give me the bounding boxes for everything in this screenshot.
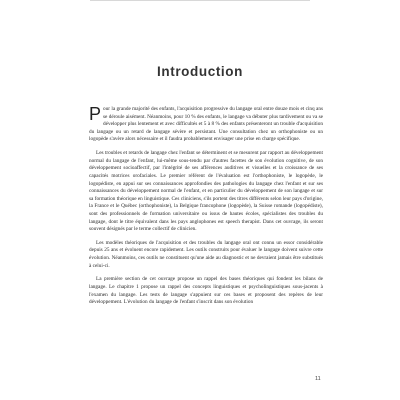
chapter-title: Introduction: [157, 64, 243, 79]
body-text: [89, 106, 323, 313]
paragraph-3: Les modèles théoriques de l'acquisition et des troubles du langage oral ont connu un essor considérable depuis 25 ans et évoluent encore rapidement. Les outils construits pour évaluer le langage doivent suivre cette évolution. Néanmoins, ces outils ne constituent qu'une aide au diagnostic et ne devraient jamais être substitués à celui-ci.: [89, 239, 323, 269]
paragraph-1: [89, 106, 323, 144]
drop-cap: P: [89, 104, 102, 124]
top-rule: [90, 0, 310, 1]
paragraph-text: our la grande majorité des enfants, l'acquisition progressive du langage oral entre douze mois et cinq ans se déroule aisément. Néanmoins, pour 10 % des enfants, le langage va débuter plus tardivement ou va se développer plus lentement et avec difficultés et 5 à 8 % des enfants présenteront un trouble d'acquisition du langage ou un retard de langage sévère et persistant. Une consultation chez un orthophoniste ou un logopède s'avère alors nécessaire et il faudra probablement envisager une prise en charge spécifique.: [89, 106, 323, 143]
paragraph-2: Les troubles et retards de langage chez l'enfant se déterminent et se mesurent par rapport au développement normal du langage de l'enfant, lui-même sous-tendu par d'autres facettes de son évolution cognitive, de son développement socioaffectif, par l'intégrité de ses afférences auditives et visuelles et la croissance de ses capacités motrices orofaciales. Le premier référent de l'évaluation est l'orthophoniste, le logopède, le logopédiste, en appui sur ses connaissances approfondies des pathologies du langage chez l'enfant et sur ses connaissances du développement normal de l'enfant, et en particulier du développement de son langage et sur sa formation théorique en linguistique. Ces cliniciens, s'ils portent des titres différents selon leur pays d'origine, la France et le Québec (orthophoniste), la Belgique francophone (logopède), la Suisse romande (logopédiste), sont des professionnels de formation universitaire ou issus de hautes écoles, spécialistes des troubles du langage, dont le titre équivalent dans les pays anglophones est speech therapist. Dans cet ouvrage, ils seront souvent désignés par le terme collectif de clinicien.: [89, 150, 323, 233]
paragraph-4: La première section de cet ouvrage propose un rappel des bases théoriques qui fondent les bilans de langage. Le chapitre 1 propose un rappel des concepts linguistiques et psycholinguistiques sous-jacents à l'examen du langage. Les tests de langage s'appuient sur ces bases et proposent des repères de leur développement. L'évolution du langage de l'enfant s'inscrit dans son évolution: [89, 276, 323, 306]
page-number: 11: [315, 376, 321, 382]
